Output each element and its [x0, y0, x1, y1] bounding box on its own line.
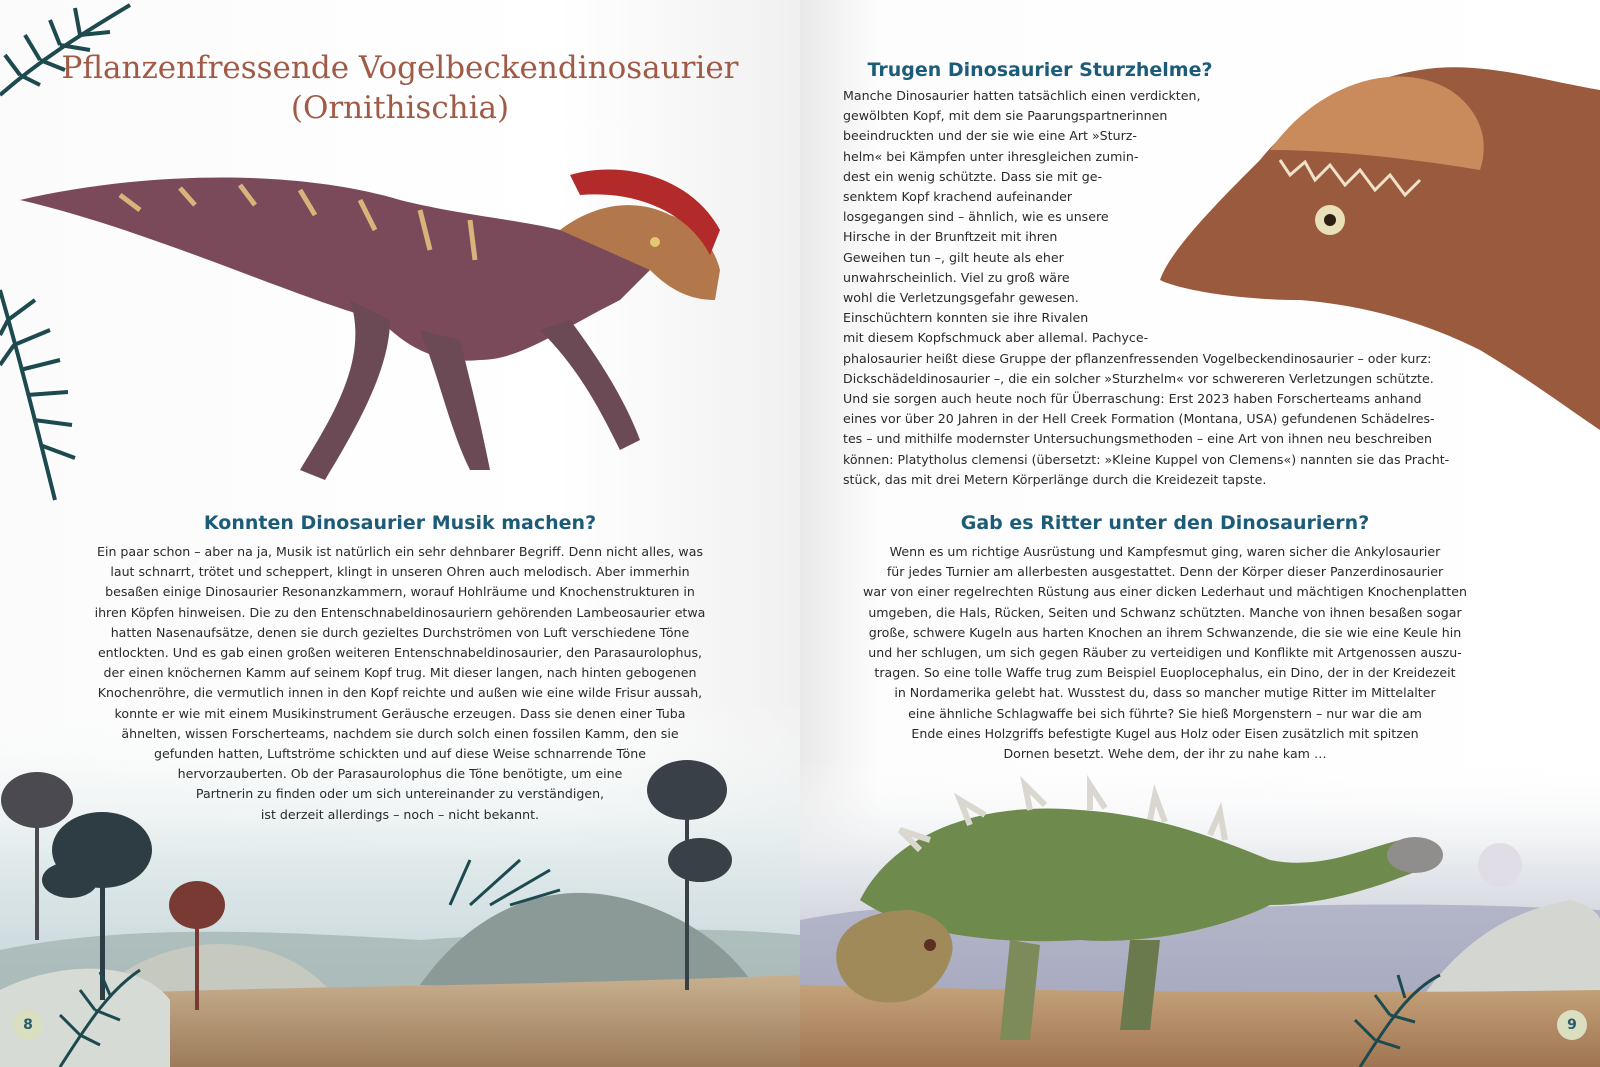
text-line: senktem Kopf krachend aufeinander: [843, 189, 1073, 205]
text-line: Hirsche in der Brunftzeit mit ihren: [843, 229, 1058, 245]
fern-mid-left: [0, 290, 75, 500]
text-line: hatten Nasenaufsätze, denen sie durch gezieltes Durchströmen von Luft verschiedene Töne: [110, 624, 690, 640]
right-page: [800, 0, 1600, 1067]
page-number-left: 8: [13, 1010, 43, 1040]
text-line: für jedes Turnier am allerbesten ausgestattet. Denn der Körper dieser Panzerdinosaurier: [886, 564, 1444, 580]
text-line: eine ähnliche Schlagwaffe bei sich führte? Sie hieß Morgenstern – nur war die am: [908, 705, 1422, 721]
title-line-2: (Ornithischia): [290, 90, 510, 126]
text-line: unwahrscheinlich. Viel zu groß wäre: [843, 269, 1070, 285]
text-line: tragen. So eine tolle Waffe trug zum Beispiel Euoplocephalus, ein Dino, der in der Kreidezeit: [874, 665, 1456, 681]
text-line: Partnerin zu finden oder um sich untereinander zu verständigen,: [195, 786, 605, 802]
text-line: und her schlugen, um sich gegen Räuber zu verteidigen und Konflikte mit Artgenossen auszu-: [868, 645, 1462, 661]
text-line: gewölbten Kopf, mit dem sie Paarungspartnerinnen: [843, 108, 1168, 124]
text-line: tes – und mithilfe modernster Untersuchungsmethoden – eine Art von ihnen neu beschreiben: [843, 431, 1433, 447]
text-line: Einschüchtern konnten sie ihre Rivalen: [843, 310, 1089, 326]
page-title: [60, 48, 740, 128]
text-line: wohl die Verletzungsgefahr gewesen.: [843, 290, 1079, 306]
parasaurolophus-illustration: [20, 170, 720, 480]
text-line: losgegangen sind – ähnlich, wie es unsere: [843, 209, 1109, 225]
paragraph-helmets: [843, 86, 1533, 490]
text-line: besaßen einige Dinosaurier Resonanzkammern, worauf Hohlräume und Knochenstrukturen in: [105, 584, 695, 600]
text-line: gefunden hatten, Luftströme schickten und auf diese Weise schnarrende Töne: [154, 746, 646, 762]
page-number-right: 9: [1557, 1010, 1587, 1040]
question-heading-music: Konnten Dinosaurier Musik machen?: [203, 512, 597, 534]
text-line: dest ein wenig schützte. Dass sie mit ge-: [843, 168, 1103, 184]
paragraph-music: [60, 542, 740, 825]
text-line: war von einer regelrechten Rüstung aus einer dicken Lederhaut und mächtigen Knochenplatten: [863, 584, 1467, 600]
text-line: der einen knöchernen Kamm auf seinem Kopf trug. Mit dieser langen, nach hinten gebogenen: [103, 665, 697, 681]
text-line: stück, das mit drei Metern Körperlänge durch die Kreidezeit tapste.: [843, 471, 1267, 487]
text-line: Wenn es um richtige Ausrüstung und Kampfesmut ging, waren sicher die Ankylosaurier: [889, 544, 1441, 559]
text-line: laut schnarrt, trötet und scheppert, klingt in unseren Ohren auch melodisch. Aber immerhin: [110, 564, 690, 580]
text-line: umgeben, die Hals, Rücken, Seiten und Schwanz schützten. Manche von ihnen besaßen sogar: [868, 604, 1462, 620]
text-line: entlockten. Und es gab einen großen weiteren Entenschnabeldinosaurier, den Parasaurolophus,: [97, 645, 703, 661]
text-line: große, schwere Kugeln aus harten Knochen an ihrem Schwanzende, die sie wie eine Keule hin: [868, 624, 1462, 640]
paragraph-knights: [830, 542, 1500, 764]
text-line: hervorzauberten. Ob der Parasaurolophus die Töne benötigte, um eine: [177, 766, 623, 782]
text-line: Ein paar schon – aber na ja, Musik ist natürlich ein sehr dehnbarer Begriff. Denn nicht alles, was: [96, 544, 704, 559]
text-line: ähnelten, wissen Forscherteams, nachdem sie durch solch einen fossilen Kamm, den sie: [121, 725, 679, 741]
text-line: Dornen besetzt. Wehe dem, der ihr zu nahe kam …: [1003, 746, 1327, 762]
text-line: Geweihen tun –, gilt heute als eher: [843, 249, 1064, 265]
question-heading-helmets: Trugen Dinosaurier Sturzhelme?: [867, 59, 1213, 81]
text-line: Manche Dinosaurier hatten tatsächlich einen verdickten,: [843, 88, 1201, 103]
text-line: mit diesem Kopfschmuck aber allemal. Pachyce-: [843, 330, 1149, 346]
text-line: phalosaurier heißt diese Gruppe der pflanzenfressenden Vogelbeckendinosaurier – oder kurz:: [843, 350, 1432, 366]
moon: [1478, 843, 1522, 887]
text-line: ist derzeit allerdings – noch – nicht bekannt.: [260, 806, 540, 822]
text-line: können: Platytholus clemensi (übersetzt: »Kleine Kuppel von Clemens«) nannten sie das Pracht-: [843, 451, 1450, 467]
text-line: konnte er wie mit einem Musikinstrument Geräusche erzeugen. Dass sie denen einer Tuba: [114, 705, 686, 721]
text-line: Dickschädeldinosaurier –, die ein solcher »Sturzhelm« vor schwereren Verletzungen schützte.: [843, 370, 1434, 386]
text-line: beeindruckten und der sie wie eine Art »Sturz-: [843, 128, 1137, 144]
text-line: in Nordamerika gelebt hat. Wusstest du, dass so mancher mutige Ritter im Mittelalter: [894, 685, 1436, 701]
text-line: Ende eines Holzgriffs befestigte Kugel aus Holz oder Eisen zusätzlich mit spitzen: [911, 725, 1419, 741]
text-line: Knochenröhre, die vermutlich innen in den Kopf reichte und außen wie eine wilde Frisur aussah,: [97, 685, 703, 701]
text-line: Und sie sorgen auch heute noch für Überraschung: Erst 2023 haben Forscherteams anhand: [843, 391, 1422, 407]
question-heading-knights: Gab es Ritter unter den Dinosauriern?: [960, 512, 1370, 534]
text-line: ihren Köpfen hinweisen. Die zu den Entenschnabeldinosauriern gehörenden Lambeosaurier etwa: [94, 604, 706, 620]
title-line-1: Pflanzenfressende Vogelbeckendinosaurier: [61, 50, 739, 86]
text-line: helm« bei Kämpfen unter ihresgleichen zumin-: [843, 148, 1139, 164]
text-line: eines vor über 20 Jahren in der Hell Creek Formation (Montana, USA) gefundenen Schädelres-: [843, 411, 1435, 427]
